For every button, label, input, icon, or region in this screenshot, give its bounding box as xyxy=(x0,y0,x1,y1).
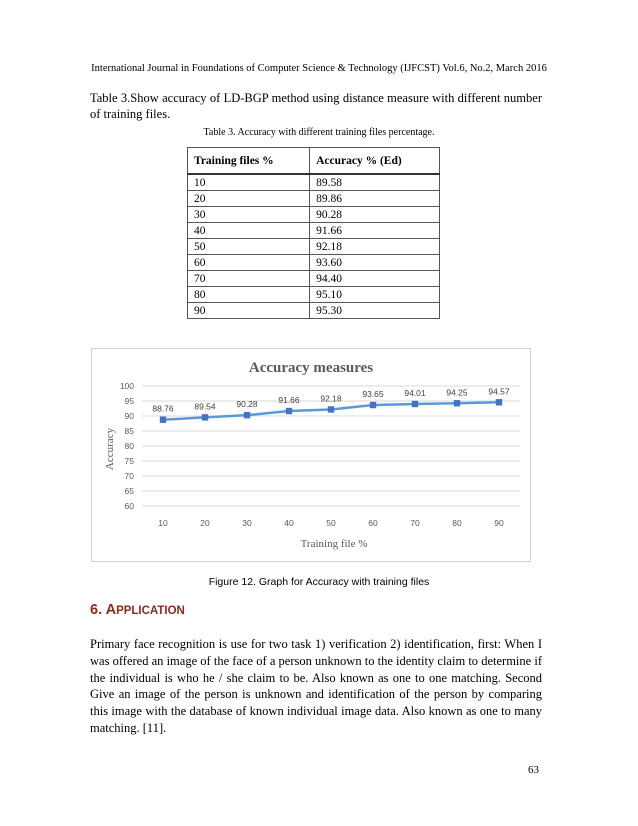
y-tick-label: 70 xyxy=(124,471,134,481)
x-tick-label: 80 xyxy=(452,518,462,528)
chart-svg xyxy=(92,349,530,561)
table-cell: 93.60 xyxy=(310,255,440,271)
table-row xyxy=(188,287,440,303)
table-row xyxy=(188,191,440,207)
data-point xyxy=(286,408,292,414)
table-cell: 50 xyxy=(188,239,310,255)
data-point xyxy=(202,414,208,420)
table-cell: 95.30 xyxy=(310,303,440,319)
table-header-cell: Accuracy % (Ed) xyxy=(310,148,440,175)
table-cell: 91.66 xyxy=(310,223,440,239)
body-paragraph: Primary face recognition is use for two task 1) verification 2) identification, first: When I was offered an image of the face of a person unknown to the identity claim to determine if the individual is who he / she claim to be. Also known as one to one matching. Second Give an image of the person is unknown and identification of the person by comparing this image with the database of known individual image data. Also known as one to many matching. [11]. xyxy=(90,637,542,735)
table-cell: 30 xyxy=(188,207,310,223)
x-tick-labels xyxy=(158,518,504,528)
x-tick-label: 40 xyxy=(284,518,294,528)
data-point xyxy=(160,417,166,423)
y-tick-label: 75 xyxy=(124,456,134,466)
data-point xyxy=(412,401,418,407)
x-tick-label: 50 xyxy=(326,518,336,528)
data-label: 89.54 xyxy=(194,401,216,412)
data-point xyxy=(370,402,376,408)
x-tick-label: 10 xyxy=(158,518,168,528)
section-number: 6. A xyxy=(90,602,117,618)
data-label: 94.57 xyxy=(488,386,510,397)
chart-title: Accuracy measures xyxy=(248,360,374,376)
table-row xyxy=(188,239,440,255)
y-tick-label: 90 xyxy=(124,411,134,421)
table-cell: 40 xyxy=(188,223,310,239)
table-cell: 60 xyxy=(188,255,310,271)
data-point xyxy=(496,399,502,405)
data-label: 88.76 xyxy=(152,403,174,414)
y-tick-label: 80 xyxy=(124,441,134,451)
y-tick-label: 65 xyxy=(124,486,134,496)
y-axis-label: Accuracy xyxy=(104,427,116,471)
data-label: 94.01 xyxy=(404,387,426,398)
y-tick-label: 85 xyxy=(124,426,134,436)
journal-header: International Journal in Foundations of Computer Science & Technology (IJFCST) Vol.6, No.2, March 2016 xyxy=(91,63,547,74)
x-tick-label: 20 xyxy=(200,518,210,528)
table-caption: Table 3. Accuracy with different training files percentage. xyxy=(203,127,435,138)
table-row xyxy=(188,271,440,287)
x-tick-label: 90 xyxy=(494,518,504,528)
table-row xyxy=(188,255,440,271)
table-cell: 90.28 xyxy=(310,207,440,223)
page-number: 63 xyxy=(528,764,539,776)
y-tick-label: 60 xyxy=(124,501,134,511)
y-tick-label: 100 xyxy=(119,381,134,391)
table-cell: 92.18 xyxy=(310,239,440,255)
intro-text: Table 3.Show accuracy of LD-BGP method using distance measure with different number of training files. xyxy=(90,91,542,121)
table-cell: 89.86 xyxy=(310,191,440,207)
table-cell: 89.58 xyxy=(310,174,440,191)
data-point xyxy=(328,406,334,412)
table-row xyxy=(188,223,440,239)
table-header-row xyxy=(188,148,440,175)
data-label: 93.65 xyxy=(362,389,384,400)
x-tick-label: 70 xyxy=(410,518,420,528)
data-label: 94.25 xyxy=(446,387,468,398)
table-cell: 90 xyxy=(188,303,310,319)
x-tick-label: 30 xyxy=(242,518,252,528)
data-label: 92.18 xyxy=(320,393,342,404)
table-cell: 10 xyxy=(188,174,310,191)
x-axis-label: Training file % xyxy=(300,538,368,550)
table-cell: 20 xyxy=(188,191,310,207)
y-tick-labels xyxy=(120,381,134,511)
data-point xyxy=(244,412,250,418)
table-cell: 80 xyxy=(188,287,310,303)
table-cell: 95.10 xyxy=(310,287,440,303)
x-tick-label: 60 xyxy=(368,518,378,528)
table-cell: 70 xyxy=(188,271,310,287)
data-point xyxy=(454,400,460,406)
section-title: PPLICATION xyxy=(116,605,185,617)
table-cell: 94.40 xyxy=(310,271,440,287)
table-row xyxy=(188,207,440,223)
section-heading xyxy=(90,602,185,618)
table-row xyxy=(188,303,440,319)
table-header-cell: Training files % xyxy=(188,148,310,175)
data-label: 90.28 xyxy=(236,399,258,410)
figure-caption: Figure 12. Graph for Accuracy with training files xyxy=(208,576,430,588)
y-tick-label: 95 xyxy=(124,396,134,406)
accuracy-chart xyxy=(91,348,531,562)
table-row xyxy=(188,174,440,191)
data-label: 91.66 xyxy=(278,395,300,406)
accuracy-table xyxy=(187,147,440,319)
